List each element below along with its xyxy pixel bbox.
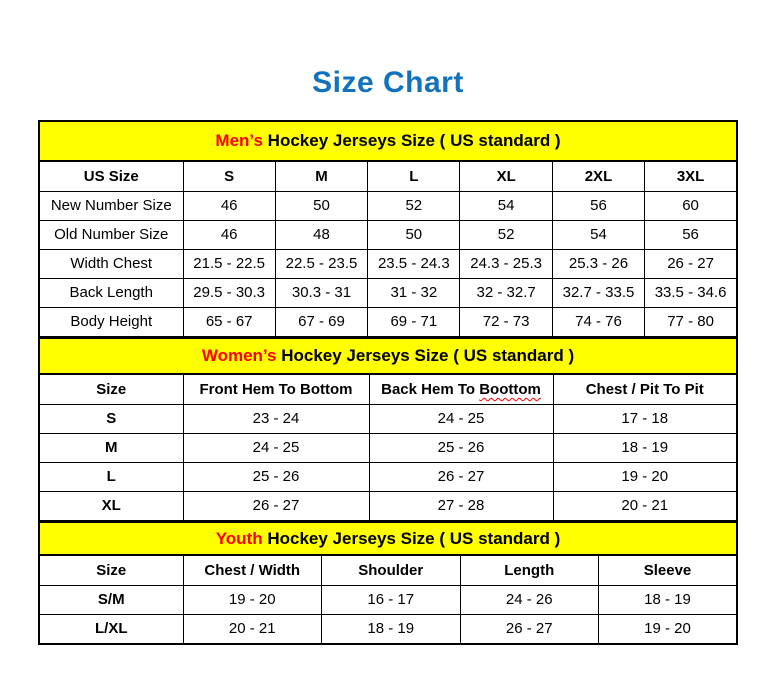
- table-cell: 52: [368, 192, 460, 221]
- table-cell: 33.5 - 34.6: [645, 279, 737, 308]
- table-cell: 20 - 21: [553, 492, 737, 522]
- table-cell: 69 - 71: [368, 308, 460, 338]
- womens-section-highlight: Women’s: [201, 346, 277, 366]
- table-cell: 46: [183, 221, 275, 250]
- row-label: Body Height: [39, 308, 183, 338]
- table-cell: 25 - 26: [369, 434, 553, 463]
- table-row: [39, 615, 737, 645]
- table-cell: 18 - 19: [553, 434, 737, 463]
- row-label: L: [39, 463, 183, 492]
- column-header: M: [275, 161, 367, 192]
- table-row: [39, 463, 737, 492]
- table-cell: 67 - 69: [275, 308, 367, 338]
- table-cell: 48: [275, 221, 367, 250]
- column-header: Length: [460, 555, 599, 586]
- womens-section-rest: Hockey Jerseys Size ( US standard ): [276, 346, 575, 366]
- row-label: XL: [39, 492, 183, 522]
- table-cell: 23 - 24: [183, 405, 369, 434]
- table-cell: 26 - 27: [369, 463, 553, 492]
- mens-section-band: [39, 121, 737, 161]
- table-cell: 21.5 - 22.5: [183, 250, 275, 279]
- page-title: Size Chart: [312, 66, 464, 99]
- table-cell: 17 - 18: [553, 405, 737, 434]
- table-cell: 56: [552, 192, 644, 221]
- table-cell: 16 - 17: [322, 586, 461, 615]
- table-cell: 52: [460, 221, 552, 250]
- womens-size-table: [38, 337, 738, 522]
- table-cell: 74 - 76: [552, 308, 644, 338]
- column-header: Shoulder: [322, 555, 461, 586]
- table-cell: 54: [460, 192, 552, 221]
- table-cell: 56: [645, 221, 737, 250]
- table-cell: 65 - 67: [183, 308, 275, 338]
- table-row: [39, 586, 737, 615]
- column-header: L: [368, 161, 460, 192]
- table-cell: 24 - 25: [369, 405, 553, 434]
- column-header: 2XL: [552, 161, 644, 192]
- table-row: [39, 221, 737, 250]
- table-cell: 22.5 - 23.5: [275, 250, 367, 279]
- row-label: M: [39, 434, 183, 463]
- table-cell: 77 - 80: [645, 308, 737, 338]
- mens-section-highlight: Men’s: [215, 131, 263, 151]
- table-cell: 72 - 73: [460, 308, 552, 338]
- table-row: [39, 250, 737, 279]
- table-cell: 23.5 - 24.3: [368, 250, 460, 279]
- table-cell: 25 - 26: [183, 463, 369, 492]
- table-cell: 18 - 19: [599, 586, 738, 615]
- youth-section-band: [39, 522, 737, 555]
- column-header: [369, 374, 553, 405]
- row-label: S: [39, 405, 183, 434]
- column-header: Size: [39, 555, 183, 586]
- table-cell: 19 - 20: [553, 463, 737, 492]
- table-cell: 27 - 28: [369, 492, 553, 522]
- table-cell: 24.3 - 25.3: [460, 250, 552, 279]
- column-header: Chest / Width: [183, 555, 322, 586]
- column-header: Sleeve: [599, 555, 738, 586]
- table-cell: 29.5 - 30.3: [183, 279, 275, 308]
- table-row: [39, 492, 737, 522]
- table-cell: 26 - 27: [183, 492, 369, 522]
- column-header: Front Hem To Bottom: [183, 374, 369, 405]
- table-cell: 31 - 32: [368, 279, 460, 308]
- misspelled-word: Boottom: [479, 380, 541, 398]
- table-cell: 18 - 19: [322, 615, 461, 645]
- row-label: L/XL: [39, 615, 183, 645]
- column-header: Size: [39, 374, 183, 405]
- table-row: [39, 308, 737, 338]
- row-label: Width Chest: [39, 250, 183, 279]
- table-cell: 50: [368, 221, 460, 250]
- table-cell: 25.3 - 26: [552, 250, 644, 279]
- youth-section-highlight: Youth: [215, 528, 263, 548]
- column-header: XL: [460, 161, 552, 192]
- column-header: US Size: [39, 161, 183, 192]
- mens-header-row: [39, 161, 737, 192]
- row-label: New Number Size: [39, 192, 183, 221]
- table-cell: 19 - 20: [599, 615, 738, 645]
- table-cell: 24 - 25: [183, 434, 369, 463]
- youth-section-title: [39, 522, 737, 555]
- table-row: [39, 192, 737, 221]
- table-cell: 20 - 21: [183, 615, 322, 645]
- youth-section-rest: Hockey Jerseys Size ( US standard ): [262, 528, 561, 548]
- header-text: Back Hem To: [381, 380, 480, 398]
- womens-header-row: [39, 374, 737, 405]
- table-row: [39, 279, 737, 308]
- mens-section-rest: Hockey Jerseys Size ( US standard ): [262, 131, 561, 151]
- size-tables: [38, 120, 738, 645]
- row-label: Old Number Size: [39, 221, 183, 250]
- youth-size-table: [38, 521, 738, 645]
- table-cell: 50: [275, 192, 367, 221]
- table-cell: 19 - 20: [183, 586, 322, 615]
- column-header: Chest / Pit To Pit: [553, 374, 737, 405]
- table-cell: 46: [183, 192, 275, 221]
- table-row: [39, 434, 737, 463]
- row-label: Back Length: [39, 279, 183, 308]
- mens-size-table: [38, 120, 738, 338]
- table-cell: 60: [645, 192, 737, 221]
- row-label: S/M: [39, 586, 183, 615]
- table-cell: 32 - 32.7: [460, 279, 552, 308]
- column-header: 3XL: [645, 161, 737, 192]
- youth-header-row: [39, 555, 737, 586]
- column-header: S: [183, 161, 275, 192]
- mens-section-title: [39, 121, 737, 161]
- table-row: [39, 405, 737, 434]
- table-cell: 26 - 27: [645, 250, 737, 279]
- womens-section-title: [39, 338, 737, 374]
- table-cell: 32.7 - 33.5: [552, 279, 644, 308]
- table-cell: 30.3 - 31: [275, 279, 367, 308]
- table-cell: 24 - 26: [460, 586, 599, 615]
- table-cell: 54: [552, 221, 644, 250]
- table-cell: 26 - 27: [460, 615, 599, 645]
- womens-section-band: [39, 338, 737, 374]
